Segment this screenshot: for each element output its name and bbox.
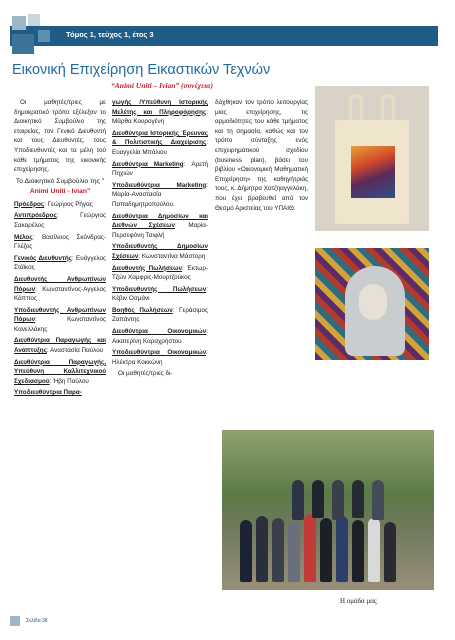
role-entry xyxy=(14,306,106,335)
role-entry xyxy=(112,98,208,127)
role-name: : Κωνσταντίνος-Αγγελος Κάππος xyxy=(14,285,106,303)
board-lead: Το Διοικητικό Συμβούλιο της " xyxy=(15,177,105,185)
role-title: Διευθύντρια Παραγωγής, Υπεύθυνη Καλλιτεχνικού Σχεδιασμού xyxy=(14,358,106,385)
column-2 xyxy=(112,98,208,381)
team-photo xyxy=(222,430,434,590)
role-entry xyxy=(14,200,106,210)
role-entry xyxy=(14,336,106,355)
role-name: : Ευαγγελία Μπάλιου xyxy=(112,139,208,156)
role-name: : Αικατερίνη Καραχρήστου xyxy=(112,328,208,345)
role-title: Υποδιευθυντής Ανθρωπίνων Πόρων xyxy=(14,306,106,324)
issue-label: Τόμος 1, τεύχος 1, έτος 3 xyxy=(66,30,154,39)
role-title: Διευθύντρια Δημοσίων και Διεθνών Σχέσεων xyxy=(112,212,208,230)
role-name: : Αναστασία Παύλου xyxy=(46,347,104,355)
role-name: : Γεώργιος Σακαρέλος xyxy=(14,212,106,229)
role-entry xyxy=(14,233,106,252)
board-heading xyxy=(14,177,106,197)
role-name: : Μαρία-Περσεφόνη Τσιφλή xyxy=(112,222,208,239)
role-entry xyxy=(14,211,106,230)
role-name: : Γεώργιος Ρήγας xyxy=(44,200,93,208)
role-title: Μέλος xyxy=(14,233,33,241)
role-name: : Μαρία-Αναστασία Παπαδημητροπούλου. xyxy=(112,181,208,208)
header-decoration xyxy=(10,14,56,56)
column-3 xyxy=(215,98,308,215)
role-title: Υποδιευθύντρια Οικονομικών xyxy=(112,349,207,357)
role-title: Διευθυντής Ανθρωπίνων Πόρων xyxy=(14,275,106,293)
role-entry xyxy=(112,348,208,367)
role-entry xyxy=(112,306,208,325)
role-name: : Μάρθα Κουρογένη xyxy=(112,108,208,126)
role-title: Βοηθός Πωλήσεων xyxy=(112,306,173,314)
intro-paragraph: Οι μαθητές/τριες με δημοκρατικό τρόπο εξέλεξαν το Διοικητικό Συμβούλιο της εταιρείας, τον Γενικό Διευθυντή και τους Διευθυντές, τους Υποδιευθυντές και τα μέλη τού κάθε τμήματος της εικονικής επιχείρησης. xyxy=(14,99,106,174)
role-entry xyxy=(14,358,106,387)
role-entry xyxy=(14,275,106,304)
page-number: Σελίδα 38 xyxy=(26,618,48,624)
role-name: : Κωνσταντίνα Μάστορη xyxy=(138,252,206,260)
role-name: : Έκτωρ-Τζών Χαμφρις-Μουρτζούκος xyxy=(112,264,208,282)
col2-roles xyxy=(112,98,208,367)
role-entry xyxy=(112,285,208,304)
board-company: Animi Uniti - Ivian" xyxy=(29,187,91,195)
closing-text: Οι μαθητές/τριες δι- xyxy=(118,370,173,378)
role-title: Διευθυντής Πωλήσεων xyxy=(112,264,182,272)
article-title: Εικονική Επιχείρηση Εικαστικών Τεχνών xyxy=(12,62,271,78)
role-title: Διευθύντρια Ιστορικής Έρευνας & Πολιτιστικής Διαχείρισης xyxy=(112,129,208,147)
role-entry xyxy=(14,388,106,398)
role-name: : Ήβη Παύλου xyxy=(49,377,89,385)
role-entry xyxy=(112,264,208,283)
role-entry xyxy=(112,212,208,241)
photo-caption: Η ομάδα μας xyxy=(340,597,377,605)
col3-paragraph: δάχθηκαν τον τρόπο λειτουργίας μιας επιχείρησης, τις αρμοδιότητες του κάθε τμήματος και τη σημασία, καθώς και τον τρόπο σύνταξης ενός επιχειρηματικού σχεδίου (business plan), βάσει του βιβλίου «Οικονομική Μαθηματική Επιχείρηση» της καθηγήτριάς τους, κ. Δήμητρα Χατζηαγγελάκη, που έχει βραβευθεί από τον Θεσμό Αριστείας του ΥΠΑΙΘ. xyxy=(215,99,308,212)
role-title: Διευθύντρια Οικονομικών xyxy=(112,328,207,336)
role-title: Υποδιευθυντής Δημοσίων Σχέσεων xyxy=(112,243,208,260)
role-title: Υποδιευθυντής Πωλήσεων xyxy=(112,285,207,293)
role-name: : Ευάγγελος Στάϊκος xyxy=(14,254,106,272)
role-title: Υποδιευθύντρια Παρα- xyxy=(14,389,82,397)
role-title: Γενικός Διευθυντής xyxy=(14,254,72,262)
role-title: γωγής /Υπεύθυνη Ιστορικής Μελέτης και Πληροφόρησης xyxy=(112,99,208,116)
col1-roles xyxy=(14,200,106,398)
role-title: Υποδιευθύντρια Marketing xyxy=(112,181,207,189)
role-entry xyxy=(112,242,208,261)
role-entry xyxy=(112,129,208,158)
role-title: Διευθύντρια Marketing xyxy=(112,160,184,168)
artwork-image xyxy=(315,248,429,360)
column-1 xyxy=(14,98,106,400)
role-entry xyxy=(14,254,106,273)
role-name: : Κωνσταντίνος Κανελλάκης xyxy=(14,316,106,333)
article-subtitle: “Animi Uniti – Ivian” (συνέχεια) xyxy=(111,81,213,90)
role-name: : Βασίλειος Σκόνδρας-Γλέζος xyxy=(14,233,106,251)
role-entry xyxy=(112,160,208,179)
footer-decoration xyxy=(10,616,20,626)
tote-bag-image xyxy=(315,86,429,231)
role-title: Διευθύντρια Παραγωγής και Ανάπτυξης xyxy=(14,337,106,355)
role-name: : Κέβιν Οσμάνι xyxy=(112,285,208,303)
role-entry xyxy=(112,327,208,346)
role-name: : Γεράσιμος Ζαπάντης xyxy=(112,306,208,324)
role-title: Πρόεδρος xyxy=(14,200,45,208)
role-title: Αντιπρόεδρος xyxy=(14,212,57,220)
role-name: : Ηλέκτρα Κοκκώνη xyxy=(112,349,208,366)
role-name: : Αρετή Πηχιών xyxy=(112,160,208,178)
role-entry xyxy=(112,181,208,210)
